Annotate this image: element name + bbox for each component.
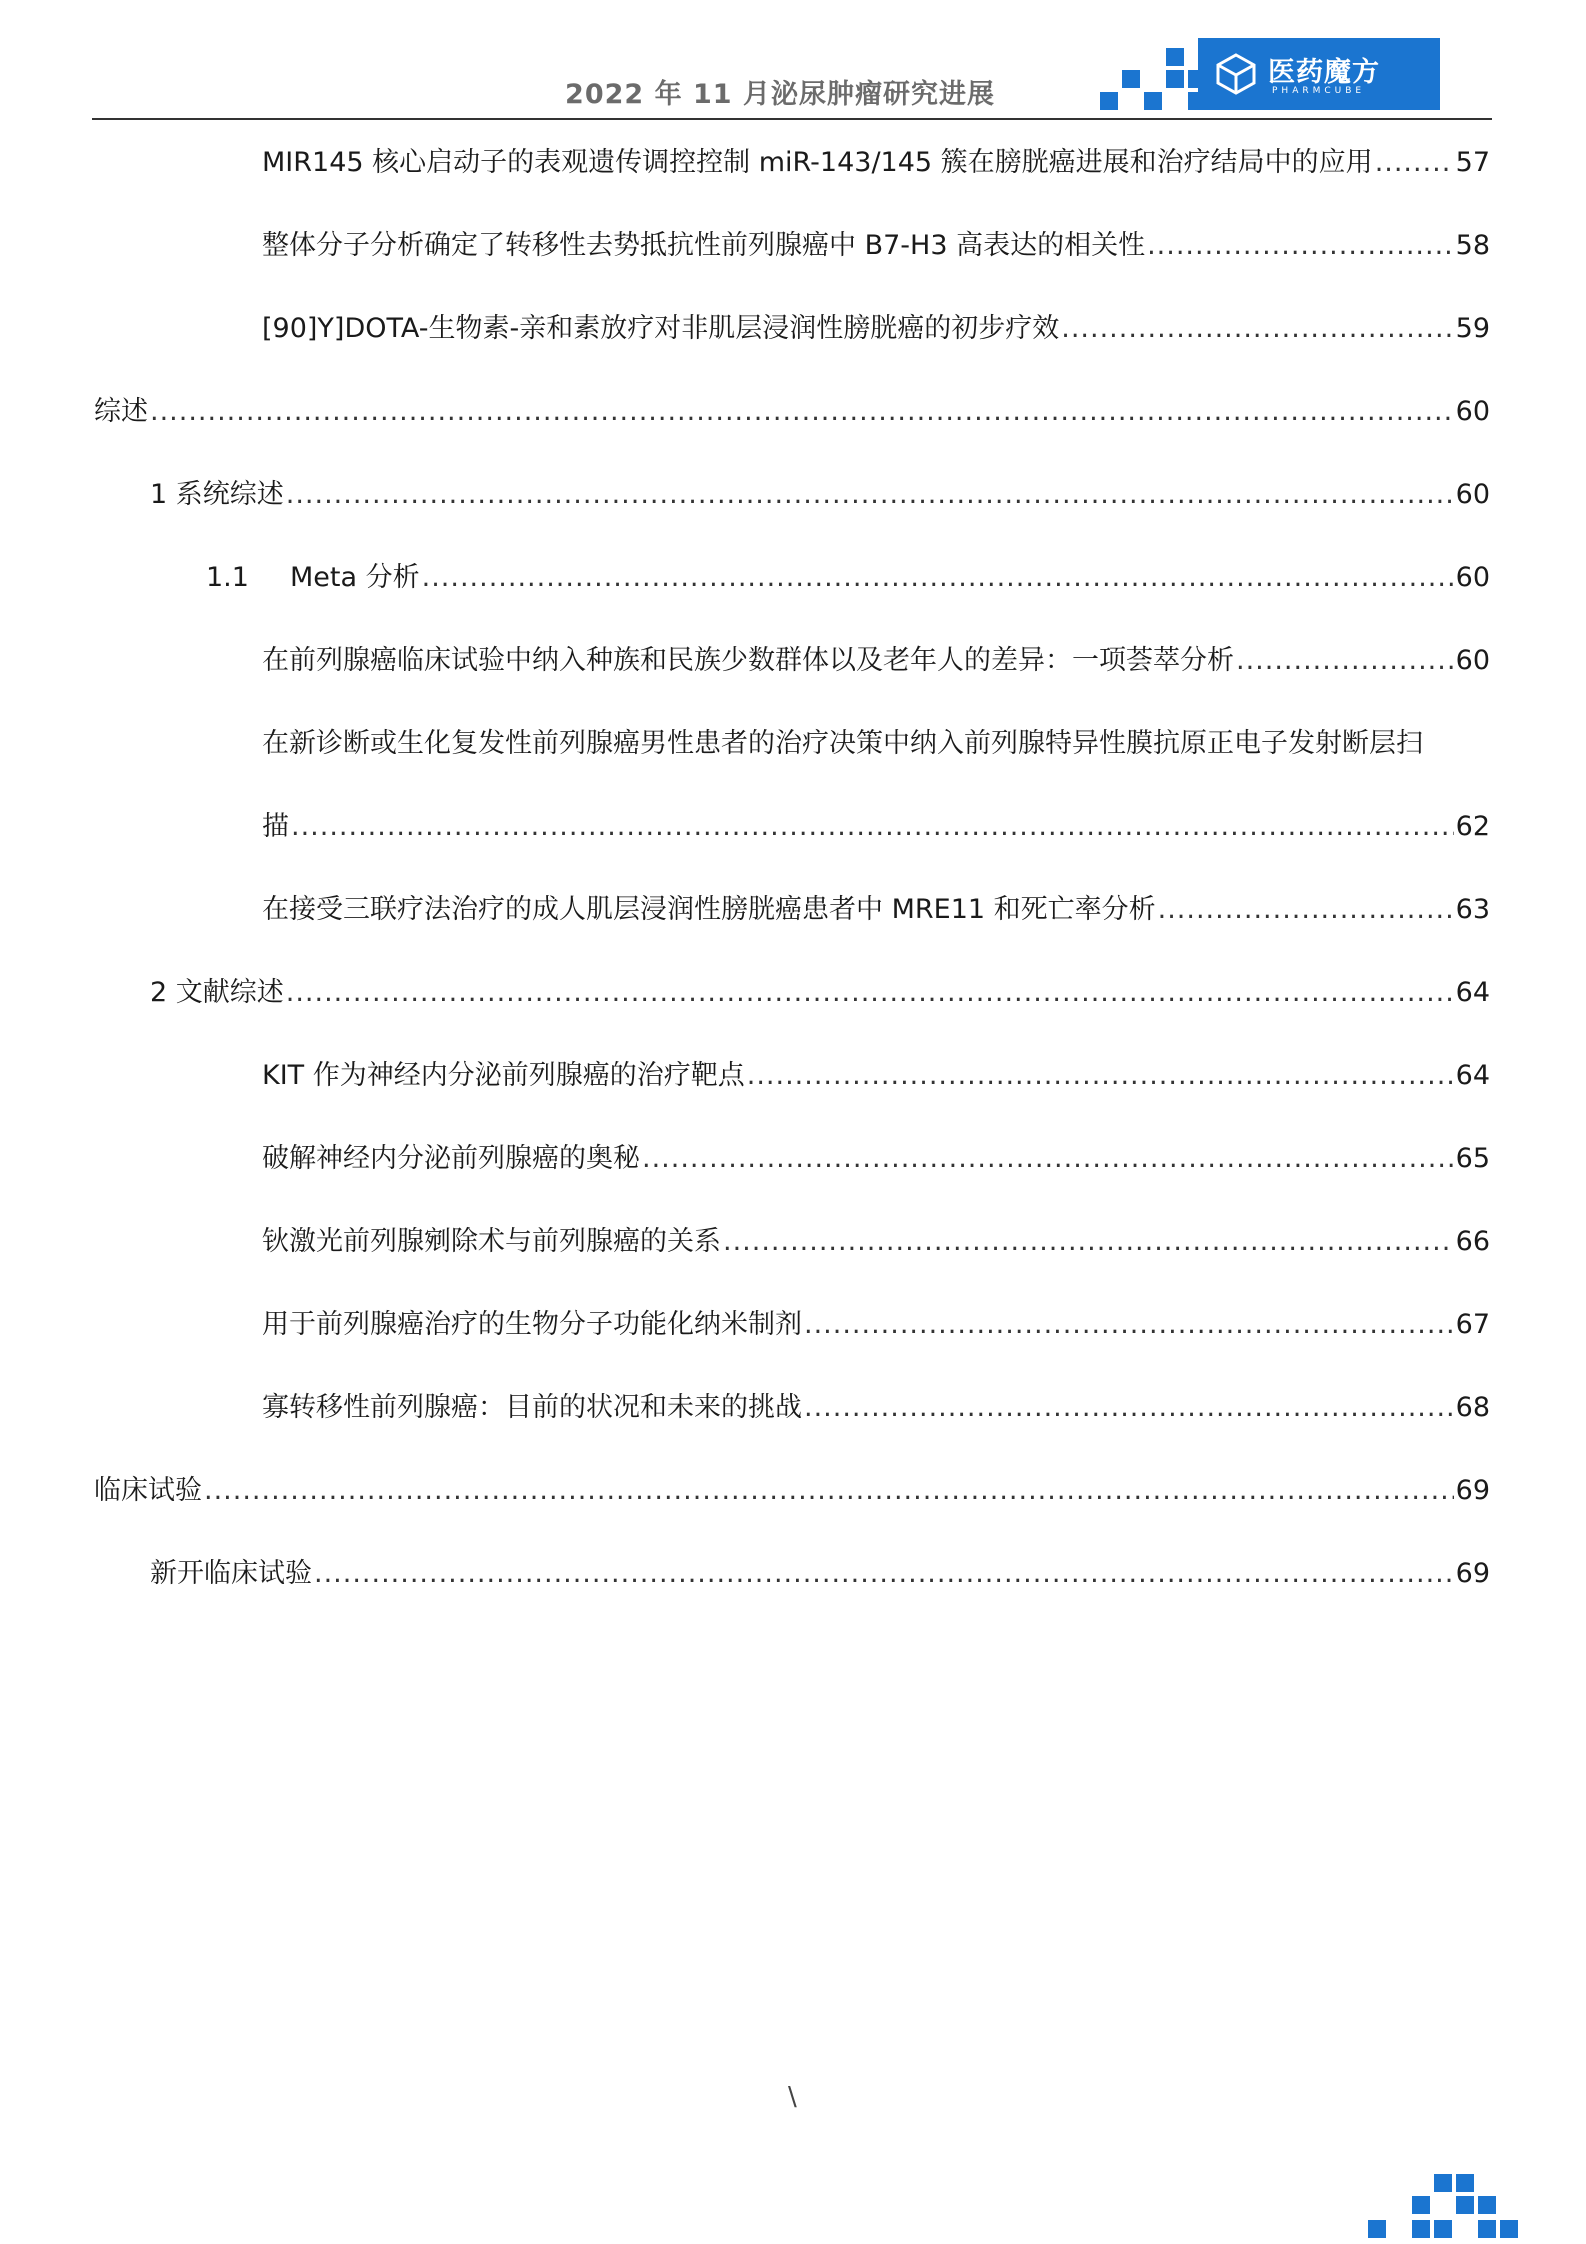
toc-entry-title: 2 文献综述 — [150, 977, 284, 1008]
toc-entry[interactable] — [262, 226, 1490, 266]
toc-entry-page: 64 — [1455, 1060, 1490, 1091]
toc-entry-title: [90]Y]DOTA-生物素-亲和素放疗对非肌层浸润性膀胱癌的初步疗效 — [262, 313, 1060, 344]
toc-entry-title: 在前列腺癌临床试验中纳入种族和民族少数群体以及老年人的差异：一项荟萃分析 — [262, 645, 1234, 676]
footer-squares-decoration — [1360, 2170, 1560, 2244]
toc-dot-leader — [1236, 641, 1454, 681]
toc-entry-title — [206, 558, 420, 598]
cube-logo-icon — [1214, 52, 1258, 96]
toc-entry-title: 综述 — [94, 396, 148, 427]
toc-entry-page: 60 — [1455, 562, 1490, 593]
toc-dot-leader — [1061, 309, 1453, 349]
toc-entry-page: 68 — [1455, 1392, 1490, 1423]
toc-entry-title: 新开临床试验 — [150, 1558, 312, 1589]
toc-entry-page: 65 — [1455, 1143, 1490, 1174]
toc-dot-leader — [747, 1056, 1454, 1096]
toc-entry-number: 1.1 — [206, 562, 249, 593]
toc-entry[interactable] — [262, 641, 1490, 681]
toc-entry-title-line2: 描 — [262, 811, 289, 842]
toc-entry-page: 62 — [1455, 811, 1490, 842]
toc-entry-page: 57 — [1455, 147, 1490, 178]
toc-subsubsection-entry[interactable] — [206, 558, 1490, 598]
toc-dot-leader — [286, 475, 1454, 515]
toc-entry-page: 69 — [1455, 1475, 1490, 1506]
toc-entry[interactable] — [262, 1056, 1490, 1096]
brand-logo — [1198, 38, 1440, 110]
toc-dot-leader — [1147, 226, 1454, 266]
toc-entry-page: 63 — [1455, 894, 1490, 925]
toc-entry-page: 67 — [1455, 1309, 1490, 1340]
toc-dot-leader — [150, 392, 1454, 432]
toc-entry[interactable] — [262, 143, 1490, 183]
toc-subsection-entry[interactable] — [150, 1554, 1490, 1594]
page-marker: \ — [788, 2082, 797, 2112]
toc-dot-leader — [204, 1471, 1454, 1511]
toc-dot-leader — [804, 1305, 1454, 1345]
toc-entry-title: 破解神经内分泌前列腺癌的奥秘 — [262, 1143, 640, 1174]
toc-entry-page: 64 — [1455, 977, 1490, 1008]
toc-entry[interactable] — [262, 309, 1490, 349]
toc-section-entry[interactable] — [94, 392, 1490, 432]
toc-section-entry[interactable] — [94, 1471, 1490, 1511]
toc-dot-leader — [1158, 890, 1454, 930]
toc-subsection-entry[interactable] — [150, 973, 1490, 1013]
toc-entry[interactable] — [262, 807, 1490, 847]
toc-entry-page: 60 — [1455, 479, 1490, 510]
toc-dot-leader — [286, 973, 1454, 1013]
toc-entry[interactable] — [262, 1305, 1490, 1345]
toc-subsection-entry[interactable] — [150, 475, 1490, 515]
logo-english-name: PHARMCUBE — [1272, 86, 1366, 96]
toc-entry-title: MIR145 核心启动子的表观遗传调控控制 miR-143/145 簇在膀胱癌进展和治疗结局中的应用 — [262, 147, 1373, 178]
toc-entry-title-line1[interactable]: 在新诊断或生化复发性前列腺癌男性患者的治疗决策中纳入前列腺特异性膜抗原正电子发射断层扫 — [262, 728, 1423, 759]
toc-entry-page: 58 — [1455, 230, 1490, 261]
logo-chinese-name: 医药魔方 — [1268, 57, 1380, 88]
toc-entry[interactable] — [262, 1222, 1490, 1262]
toc-dot-leader — [291, 807, 1454, 847]
toc-entry-title: KIT 作为神经内分泌前列腺癌的治疗靶点 — [262, 1060, 745, 1091]
toc-entry-page: 59 — [1455, 313, 1490, 344]
toc-entry-title: 1 系统综述 — [150, 479, 284, 510]
toc-dot-leader — [723, 1222, 1454, 1262]
header-divider — [92, 118, 1492, 120]
toc-entry-page: 60 — [1455, 396, 1490, 427]
toc-entry-title: 钬激光前列腺剜除术与前列腺癌的关系 — [262, 1226, 721, 1257]
toc-entry-page: 69 — [1455, 1558, 1490, 1589]
toc-dot-leader — [314, 1554, 1454, 1594]
toc-entry-title: 寡转移性前列腺癌：目前的状况和未来的挑战 — [262, 1392, 802, 1423]
header-title: 2022 年 11 月泌尿肿瘤研究进展 — [565, 79, 995, 110]
toc-entry-label: Meta 分析 — [290, 562, 420, 593]
toc-entry-title: 临床试验 — [94, 1475, 202, 1506]
toc-entry-title: 整体分子分析确定了转移性去势抵抗性前列腺癌中 B7-H3 高表达的相关性 — [262, 230, 1146, 261]
toc-entry[interactable] — [262, 1139, 1490, 1179]
toc-dot-leader — [1375, 143, 1454, 183]
toc-entry-title: 用于前列腺癌治疗的生物分子功能化纳米制剂 — [262, 1309, 802, 1340]
toc-entry-title: 在接受三联疗法治疗的成人肌层浸润性膀胱癌患者中 MRE11 和死亡率分析 — [262, 894, 1156, 925]
toc-dot-leader — [804, 1388, 1454, 1428]
toc-entry-page: 60 — [1455, 645, 1490, 676]
toc-dot-leader — [642, 1139, 1454, 1179]
toc-entry[interactable] — [262, 890, 1490, 930]
toc-dot-leader — [422, 558, 1454, 598]
toc-entry[interactable] — [262, 1388, 1490, 1428]
toc-entry-page: 66 — [1455, 1226, 1490, 1257]
